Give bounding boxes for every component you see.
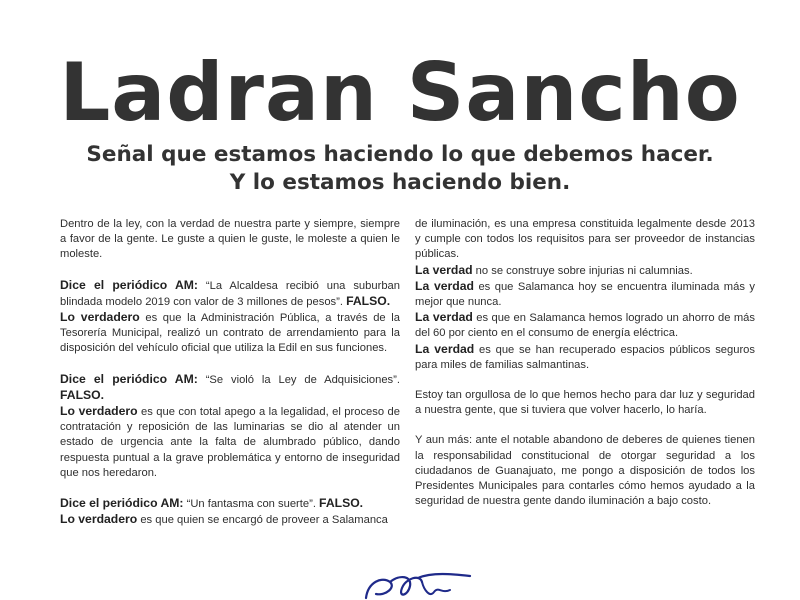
claim-2 <box>60 372 400 404</box>
intro-paragraph: Dentro de la ley, con la verdad de nuestra parte y siempre, siempre a favor de la gente. Le guste a quien le guste, le moleste a quien le moleste. <box>60 218 400 261</box>
pride-paragraph: Estoy tan orgullosa de lo que hemos hecho para dar luz y seguridad a nuestra gente, que si tuviera que volver hacerlo, lo haría. <box>415 389 755 417</box>
continuation-paragraph: de iluminación, es una empresa constituida legalmente desde 2013 y cumple con todos los requisitos para ser proveedor de instancias públicas. <box>415 218 755 261</box>
truth-label: Lo verdadero <box>60 512 138 527</box>
truth-label: La verdad <box>415 278 474 293</box>
truth-text: es que quien se encargó de proveer a Salamanca <box>137 514 388 527</box>
truth-label: Lo verdadero <box>60 310 140 325</box>
claim-label: Dice el periódico AM: <box>60 496 184 511</box>
truth-text: es que Salamanca hoy se encuentra iluminada más y mejor que nunca. <box>415 280 755 309</box>
truth-1 <box>60 310 400 357</box>
signature-mark <box>360 568 490 600</box>
claim-text: “Un fantasma con suerte”. <box>183 498 320 511</box>
truth-text: es que con total apego a la legalidad, el proceso de contratación y reposición de las luminarias se dio al atender un estado de urgencia ante la falta de alumbrado público, dando respuesta puntual a la grave problemática y entorno de inseguridad que nos heredaron. <box>60 406 400 479</box>
left-column <box>60 217 400 528</box>
truth-text: no se construye sobre injurias ni calumnias. <box>472 264 693 277</box>
claim-1 <box>60 278 400 310</box>
truth-3 <box>60 512 400 528</box>
claim-label: Dice el periódico AM: <box>60 277 198 292</box>
truth-statement <box>415 310 755 341</box>
truth-statement <box>415 279 755 310</box>
claim-verdict: FALSO. <box>60 387 105 402</box>
truth-text: es que se han recuperado espacios públicos seguros para miles de familias salmantinas. <box>415 343 755 371</box>
right-column <box>415 217 755 524</box>
subtitle <box>0 141 800 197</box>
truth-label: La verdad <box>415 262 473 277</box>
claim-label: Dice el periódico AM: <box>60 371 198 386</box>
truth-label: Lo verdadero <box>60 404 138 419</box>
headline: Ladran Sancho <box>59 45 741 139</box>
claim-verdict: FALSO. <box>346 293 391 308</box>
closing-paragraph: Y aun más: ante el notable abandono de deberes de quienes tienen la responsabilidad constitucional de otorgar seguridad a los ciudadanos de Guanajuato, me pongo a disposición de todos los Presidentes Municipales para contarles cómo hemos ayudado a la seguridad de nuestra gente dando iluminación a bajo costo. <box>415 434 755 508</box>
subtitle-line-1: Señal que estamos haciendo lo que debemos hacer. <box>86 142 714 167</box>
truth-text: es que la Administración Pública, a través de la Tesorería Municipal, realizó un contrato de arrendamiento para la disposición del vehículo oficial que utiliza la Edil en sus funciones. <box>60 312 400 355</box>
subtitle-line-2: Y lo estamos haciendo bien. <box>229 170 571 195</box>
truth-2 <box>60 404 400 481</box>
truth-text: es que en Salamanca hemos logrado un ahorro de más del 60 por ciento en el consumo de energía eléctrica. <box>415 312 755 340</box>
claim-text: “Se violó la Ley de Adquisiciones”. <box>197 373 400 386</box>
truth-label: La verdad <box>415 310 473 325</box>
truth-statement <box>415 263 755 279</box>
claim-text: “La Alcaldesa recibió una suburban blindada modelo 2019 con valor de 3 millones de pesos”. <box>60 279 400 308</box>
truth-statement <box>415 342 755 373</box>
truth-label: La verdad <box>415 341 475 356</box>
claim-verdict: FALSO. <box>319 496 364 511</box>
claim-3 <box>60 496 400 512</box>
